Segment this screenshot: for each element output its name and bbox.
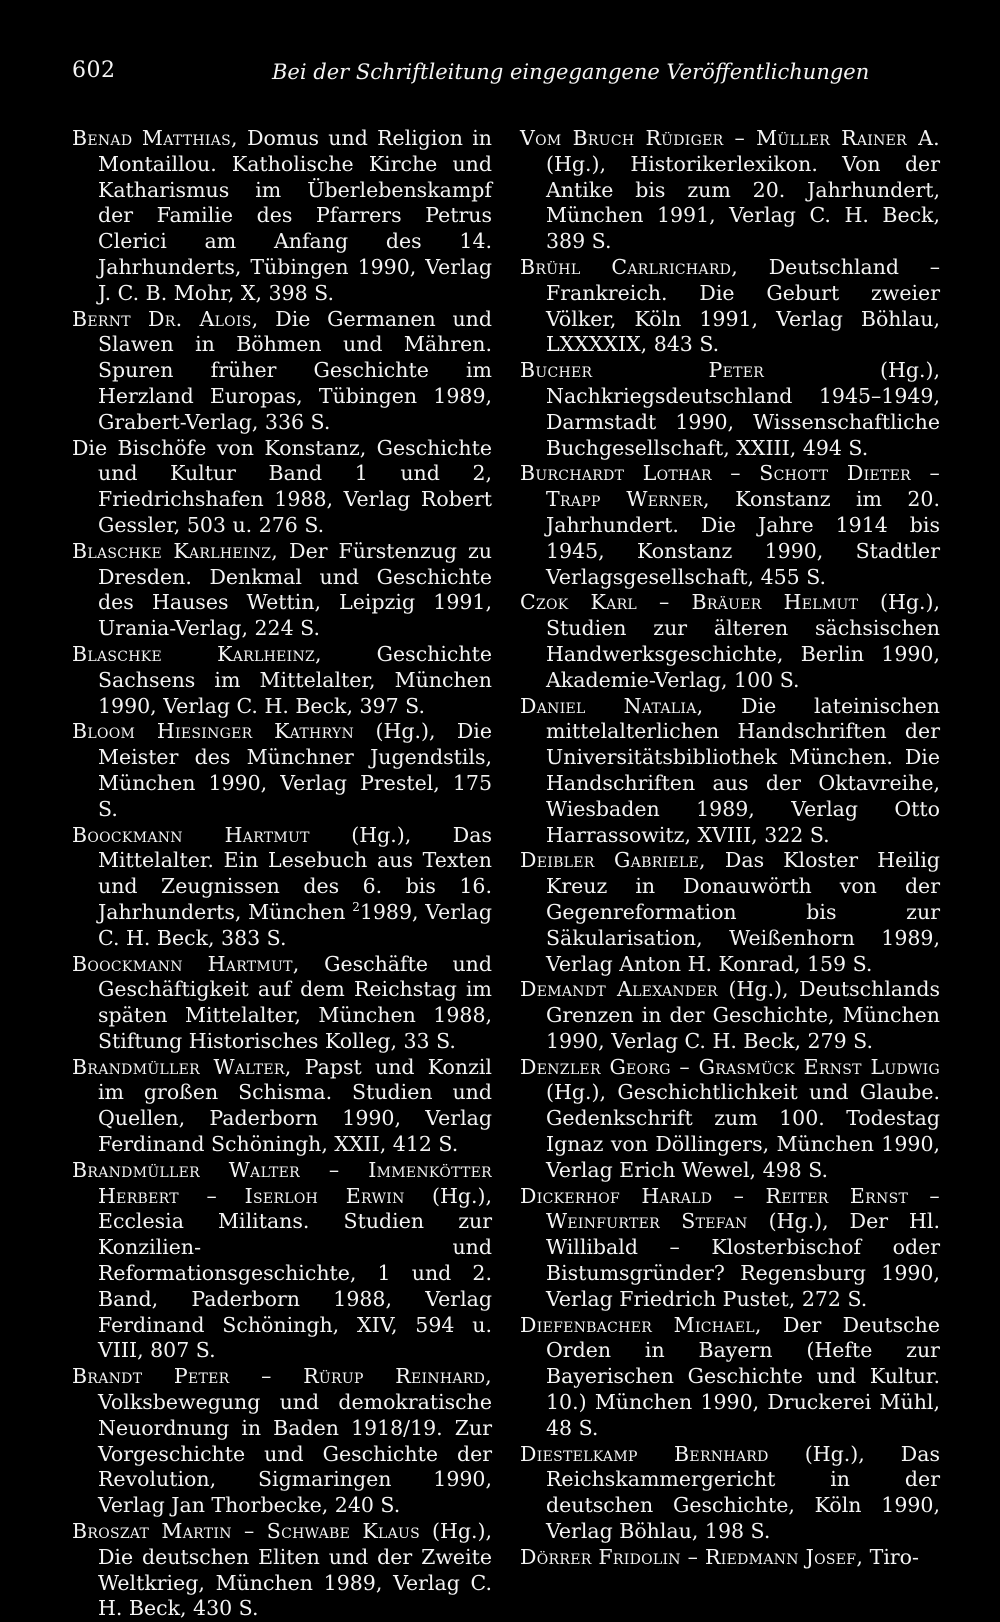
bibliography-entry [520, 1313, 940, 1442]
entry-author: Bloom Hiesinger Kathryn [72, 719, 355, 744]
left-column [72, 126, 492, 1622]
bibliography-entry [72, 642, 492, 719]
bibliography-entry [520, 461, 940, 590]
entry-text: (Hg.), Das Mittelalter. Ein Lesebuch aus Texten und Zeugnissen des 6. bis 16. Jahrhunderts, München [98, 822, 492, 924]
entry-author: Daniel Natalia, [520, 693, 704, 718]
entry-text: Volksbewegung und demokratische Neuordnung in Baden 1918/19. Zur Vorgeschichte und Geschichte der Revolution, Sigmaringen 1990, Verlag Jan Thorbecke, 240 S. [98, 1390, 492, 1518]
entry-text: Geschäfte und Geschäftigkeit auf dem Reichstag im späten Mittelalter, München 1988, Stiftung Historisches Kolleg, 33 S. [98, 951, 492, 1053]
entry-author: Burchardt Lothar – Schott Dieter – Trapp Werner, [520, 461, 940, 512]
entry-text: Die lateinischen mittelalterlichen Handschriften der Universitätsbibliothek München. Die Handschriften aus der Oktavreihe, Wiesbaden 1989, Verlag Otto Harrassowitz, XVIII, 322 S. [546, 693, 940, 847]
entry-text: Der Fürstenzug zu Dresden. Denkmal und Geschichte des Hauses Wettin, Leipzig 1991, Urania-Verlag, 224 S. [98, 538, 492, 641]
running-head: Bei der Schriftleitung eingegangene Veröffentlichungen [272, 60, 870, 84]
entry-text: Geschichte Sachsens im Mittelalter, München 1990, Verlag C. H. Beck, 397 S. [98, 641, 492, 718]
entry-author: Diefenbacher Michael, [520, 1312, 762, 1337]
entry-text: Das Kloster Heilig Kreuz in Donauwörth von der Gegenreformation bis zur Säkularisation, Weißenhorn 1989, Verlag Anton H. Konrad, 159 S. [546, 848, 940, 976]
bibliography-entry [72, 436, 492, 539]
entry-text: (Hg.), Studien zur älteren sächsischen Handwerksgeschichte, Berlin 1990, Akademie-Verlag, 100 S. [546, 590, 941, 692]
bibliography-entry [520, 1545, 940, 1571]
entry-text: (Hg.), Die Meister des Münchner Jugendstils, München 1990, Verlag Prestel, 175 S. [98, 719, 492, 821]
entry-author: Brühl Carlrichard, [520, 254, 739, 279]
entry-text: (Hg.), Der Hl. Willibald – Klosterbischof oder Bistumsgründer? Regensburg 1990, Verlag Friedrich Pustet, 272 S. [546, 1209, 940, 1311]
bibliography-entry [520, 590, 940, 693]
bibliography-entry [72, 719, 492, 822]
entry-author: Brandmüller Walter – Immenkötter Herbert – Iserloh Erwin [72, 1157, 492, 1208]
entry-author: Czok Karl – Bräuer Helmut [520, 590, 859, 615]
bibliography-entry [520, 1184, 940, 1313]
entry-author: Dickerhof Harald – Reiter Ernst – Weinfurter Stefan [520, 1183, 940, 1234]
entry-author: Vom Bruch Rüdiger – Müller Rainer A. [520, 126, 940, 150]
entry-text: (Hg.), Ecclesia Militans. Studien zur Konzilien- und Reformationsgeschichte, 1 und 2. Band, Paderborn 1988, Verlag Ferdinand Schöningh, XIV, 594 u. VIII, 807 S. [98, 1183, 493, 1363]
entry-text: (Hg.), Nachkriegsdeutschland 1945–1949, Darmstadt 1990, Wissenschaftliche Buchgesellschaft, XXIII, 494 S. [546, 358, 940, 460]
bibliography-entry [72, 307, 492, 436]
entry-text: (Hg.), Geschichtlichkeit und Glaube. Gedenkschrift zum 100. Todestag Ignaz von Döllingers, München 1990, Verlag Erich Wewel, 498 S. [546, 1080, 940, 1182]
bibliography-entry [72, 126, 492, 307]
entry-text: (Hg.), Die deutschen Eliten und der Zweite Weltkrieg, München 1989, Verlag C. H. Beck, 430 S. [98, 1519, 492, 1621]
bibliography-entry [520, 255, 940, 358]
entry-author: Benad Matthias, [72, 126, 238, 150]
entry-text: Papst und Konzil im großen Schisma. Studien und Quellen, Paderborn 1990, Verlag Ferdinand Schöningh, XXII, 412 S. [98, 1054, 492, 1157]
entry-author: Diestelkamp Bernhard [520, 1441, 769, 1466]
entry-author: Brandt Peter – Rürup Reinhard, [72, 1364, 492, 1389]
entry-text: Konstanz im 20. Jahrhundert. Die Jahre 1914 bis 1945, Konstanz 1990, Stadtler Verlagsgesellschaft, 455 S. [546, 487, 940, 589]
entry-text: (Hg.), Das Reichskammergericht in der deutschen Geschichte, Köln 1990, Verlag Böhlau, 198 S. [546, 1441, 940, 1544]
bibliography-entry [520, 126, 940, 255]
entry-author: Deibler Gabriele, [520, 848, 706, 873]
entry-author: Broszat Martin – Schwabe Klaus [72, 1519, 421, 1544]
entry-text: Die Germanen und Slawen in Böhmen und Mähren. Spuren früher Geschichte im Herzland Europas, Tübingen 1989, Grabert-Verlag, 336 S. [98, 306, 492, 434]
entry-author: Bernt Dr. Alois, [72, 306, 259, 331]
entry-author: Bucher Peter [520, 358, 765, 383]
entry-author: Brandmüller Walter, [72, 1054, 292, 1079]
bibliography-entry [520, 848, 940, 977]
right-column [520, 126, 940, 1571]
bibliography-entry [520, 694, 940, 849]
entry-text-continued: 1989, Verlag C. H. Beck, 383 S. [98, 899, 492, 950]
entry-text: Deutschland – Frankreich. Die Geburt zweier Völker, Köln 1991, Verlag Böhlau, LXXXXIX, 843 S. [546, 254, 940, 357]
entry-text: Die Bischöfe von Konstanz, Geschichte und Kultur Band 1 und 2, Friedrichshafen 1988, Verlag Robert Gessler, 503 u. 276 S. [72, 435, 492, 537]
entry-author: Boockmann Hartmut [72, 822, 310, 847]
entry-text: Tiro- [863, 1544, 919, 1569]
entry-author: Denzler Georg – Grasmück Ernst Ludwig [520, 1054, 940, 1079]
bibliography-entry [72, 952, 492, 1055]
bibliography-entry [520, 1055, 940, 1184]
entry-text: (Hg.), Historikerlexikon. Von der Antike bis zum 20. Jahrhundert, München 1991, Verlag C. H. Beck, 389 S. [546, 151, 940, 254]
entry-text: Domus und Religion in Montaillou. Katholische Kirche und Katharismus im Überlebenskampf der Familie des Pfarrers Petrus Clerici am Anfang des 14. Jahrhunderts, Tübingen 1990, Verlag J. C. B. Mohr, X, 398 S. [98, 126, 492, 305]
bibliography-entry [72, 539, 492, 642]
entry-text: Der Deutsche Orden in Bayern (Hefte zur Bayerischen Geschichte und Kultur. 10.) München 1990, Druckerei Mühl, 48 S. [546, 1312, 940, 1440]
entry-text: (Hg.), Deutschlands Grenzen in der Geschichte, München 1990, Verlag C. H. Beck, 279 S. [546, 977, 940, 1053]
entry-author: Dörrer Fridolin – Riedmann Josef, [520, 1544, 864, 1569]
bibliography-entry [72, 1519, 492, 1622]
edition-superscript: 2 [352, 900, 360, 915]
bibliography-entry [520, 358, 940, 461]
page-number: 602 [72, 58, 116, 83]
entry-author: Blaschke Karlheinz, [72, 538, 279, 563]
bibliography-entry [72, 1158, 492, 1364]
entry-author: Boockmann Hartmut, [72, 951, 300, 976]
bibliography-entry [72, 1055, 492, 1158]
bibliography-entry [72, 823, 492, 952]
bibliography-entry [520, 977, 940, 1054]
entry-author: Blaschke Karlheinz, [72, 641, 322, 666]
bibliography-entry [72, 1364, 492, 1519]
entry-author: Demandt Alexander [520, 977, 718, 1002]
bibliography-entry [520, 1442, 940, 1545]
